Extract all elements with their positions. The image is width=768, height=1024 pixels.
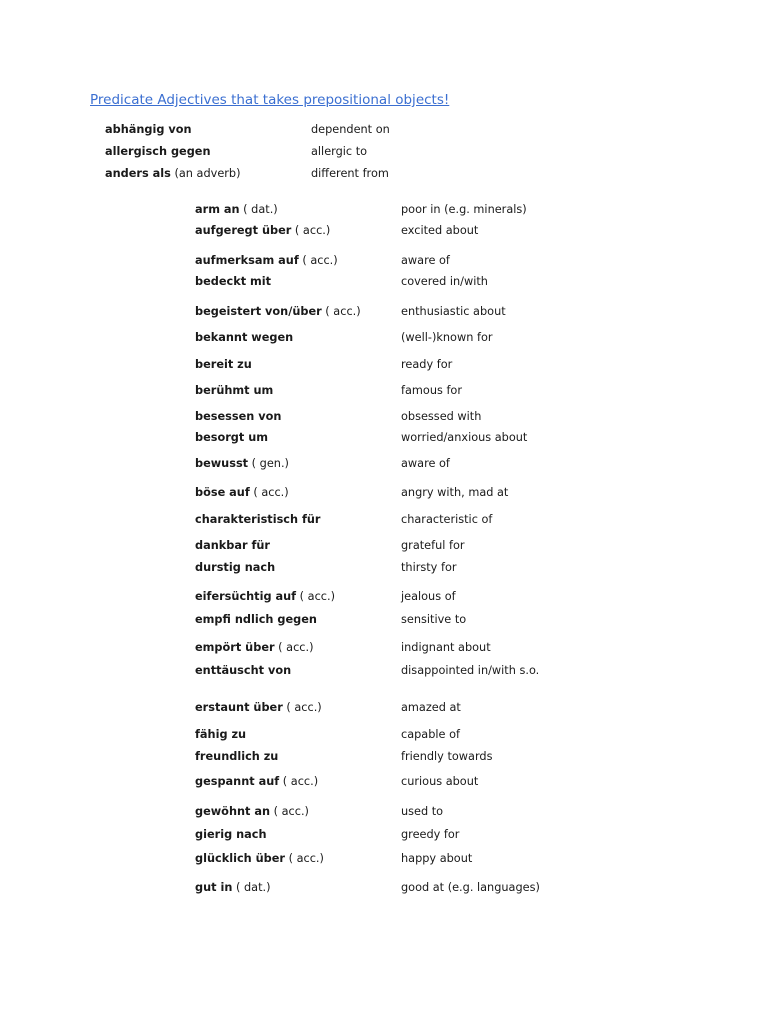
entry-term	[195, 539, 270, 553]
term-case-note: ( acc.)	[296, 590, 335, 603]
term-case-note: ( acc.)	[291, 224, 331, 237]
term-word: freundlich zu	[195, 750, 279, 763]
entry-meaning: famous for	[401, 384, 462, 397]
entry-term	[195, 203, 278, 217]
entry-meaning: allergic to	[311, 145, 368, 158]
entry-term	[195, 331, 293, 345]
entry-term	[195, 641, 314, 655]
term-case-note: ( acc.)	[274, 641, 314, 654]
term-word: empfi ndlich gegen	[195, 613, 317, 626]
entry-meaning: aware of	[401, 457, 450, 470]
term-case-note: ( dat.)	[232, 881, 271, 894]
entry-term	[195, 305, 361, 319]
entry-term	[195, 561, 275, 575]
term-word: bewusst	[195, 457, 249, 470]
term-word: erstaunt über	[195, 701, 283, 714]
term-word: eifersüchtig auf	[195, 590, 297, 603]
term-word: empört über	[195, 641, 275, 654]
entry-meaning: ready for	[401, 358, 453, 371]
entry-meaning: aware of	[401, 254, 450, 267]
term-word: bekannt wegen	[195, 331, 294, 344]
entry-meaning: sensitive to	[401, 613, 467, 626]
entry-term	[195, 750, 278, 764]
term-word: bedeckt mit	[195, 275, 272, 288]
term-word: aufmerksam auf	[195, 254, 299, 267]
entry-meaning: greedy for	[401, 828, 460, 841]
entry-meaning: worried/anxious about	[401, 431, 528, 444]
term-word: enttäuscht von	[195, 664, 292, 677]
entry-term	[105, 123, 192, 137]
entry-term	[195, 513, 321, 527]
term-case-note: ( dat.)	[239, 203, 278, 216]
term-word: gierig nach	[195, 828, 267, 841]
term-word: gut in	[195, 881, 233, 894]
entry-term	[195, 590, 335, 604]
entry-term	[195, 384, 273, 398]
term-word: fähig zu	[195, 728, 247, 741]
term-word: böse auf	[195, 486, 250, 499]
entry-meaning: happy about	[401, 852, 473, 865]
term-word: dankbar für	[195, 539, 271, 552]
term-word: berühmt um	[195, 384, 274, 397]
entry-meaning: curious about	[401, 775, 479, 788]
term-case-note: ( acc.)	[249, 486, 289, 499]
entry-term	[195, 664, 291, 678]
entry-meaning: angry with, mad at	[401, 486, 509, 499]
entry-term	[195, 358, 252, 372]
term-case-note: ( gen.)	[248, 457, 289, 470]
entry-term	[195, 775, 318, 789]
entry-term	[195, 805, 309, 819]
entry-meaning: thirsty for	[401, 561, 457, 574]
entry-meaning: enthusiastic about	[401, 305, 506, 318]
entry-term	[195, 254, 338, 268]
entry-term	[195, 828, 267, 842]
entry-term	[105, 145, 211, 159]
entry-meaning: friendly towards	[401, 750, 493, 763]
entry-meaning: capable of	[401, 728, 460, 741]
term-word: anders als	[105, 167, 171, 180]
page-title: Predicate Adjectives that takes prepositional objects!	[90, 92, 450, 108]
entry-meaning: obsessed with	[401, 410, 482, 423]
entry-term	[195, 613, 317, 627]
term-word: glücklich über	[195, 852, 285, 865]
entry-term	[195, 852, 324, 866]
entry-term	[195, 275, 271, 289]
entry-meaning: good at (e.g. languages)	[401, 881, 540, 894]
term-word: charakteristisch für	[195, 513, 321, 526]
entry-term	[195, 728, 246, 742]
term-word: abhängig von	[105, 123, 192, 136]
term-word: gewöhnt an	[195, 805, 271, 818]
term-case-note: ( acc.)	[298, 254, 338, 267]
term-case-note: ( acc.)	[282, 701, 322, 714]
term-case-note: ( acc.)	[285, 852, 324, 865]
entry-term	[195, 701, 322, 715]
term-word: besessen von	[195, 410, 282, 423]
entry-meaning: indignant about	[401, 641, 491, 654]
term-case-note: ( acc.)	[270, 805, 309, 818]
entry-term	[195, 457, 289, 471]
entry-meaning: amazed at	[401, 701, 461, 714]
entry-meaning: (well-)known for	[401, 331, 493, 344]
entry-meaning: used to	[401, 805, 444, 818]
entry-meaning: grateful for	[401, 539, 465, 552]
term-word: arm an	[195, 203, 240, 216]
entry-term	[195, 486, 289, 500]
term-word: aufgeregt über	[195, 224, 292, 237]
term-word: durstig nach	[195, 561, 276, 574]
entry-term	[195, 410, 281, 424]
term-word: begeistert von/über	[195, 305, 322, 318]
entry-meaning: excited about	[401, 224, 479, 237]
term-case-note: ( acc.)	[279, 775, 319, 788]
term-case-note: (an adverb)	[170, 167, 241, 180]
entry-term	[195, 431, 268, 445]
entry-meaning: characteristic of	[401, 513, 493, 526]
entry-meaning: dependent on	[311, 123, 390, 136]
term-word: gespannt auf	[195, 775, 280, 788]
entry-meaning: disappointed in/with s.o.	[401, 664, 540, 677]
term-word: besorgt um	[195, 431, 269, 444]
entry-meaning: different from	[311, 167, 389, 180]
term-case-note: ( acc.)	[321, 305, 361, 318]
entry-term	[195, 224, 330, 238]
entry-meaning: covered in/with	[401, 275, 488, 288]
entry-term	[105, 167, 241, 181]
entry-meaning: poor in (e.g. minerals)	[401, 203, 527, 216]
entry-meaning: jealous of	[401, 590, 456, 603]
term-word: allergisch gegen	[105, 145, 211, 158]
entry-term	[195, 881, 271, 895]
term-word: bereit zu	[195, 358, 252, 371]
